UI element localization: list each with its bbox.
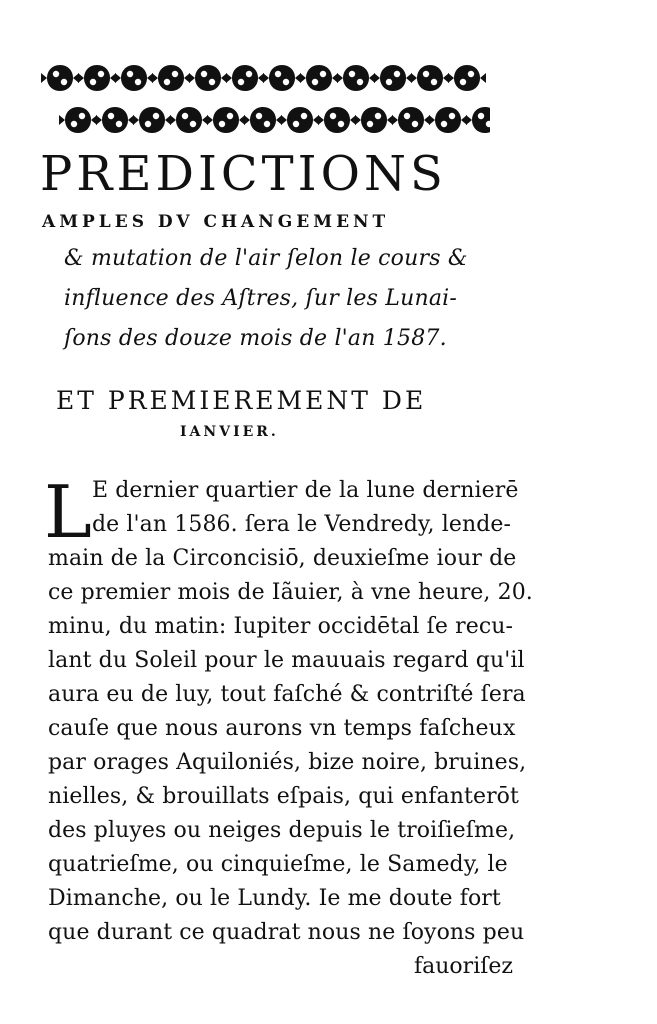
fleuron-icon [41,65,79,91]
fleuron-icon [59,107,97,133]
fleuron-icon [226,65,264,91]
body-line: ce premier mois de Iãuier, à vne heure, 20. [48,580,533,605]
body-line: Dimanche, ou le Lundy. Ie me doute fort [48,886,501,911]
body-line: aura eu de luy, tout faſché & contriſté ſera [48,682,526,707]
fleuron-icon [466,107,490,133]
subtitle-caps: AMPLES DV CHANGEMENT [42,212,390,232]
fleuron-icon [355,107,393,133]
fleuron-icon [78,65,116,91]
ornament-band [40,58,490,144]
page-title: PREDICTIONS [40,146,447,202]
section-subheading: IANVIER. [180,424,279,440]
fleuron-icon [337,65,375,91]
subtitle-line: & mutation de l'air ſelon le cours & [64,246,468,271]
ornament-row-top [41,65,486,91]
body-line: cauſe que nous aurons vn temps faſcheux [48,716,516,741]
body-line: de l'an 1586. ſera le Vendredy, lende- [92,512,512,537]
body-line: main de la Circoncisiō, deuxieſme iour de [48,546,517,571]
section-heading: ET PREMIEREMENT DE [56,386,427,415]
fleuron-icon [429,107,467,133]
fleuron-icon [374,65,412,91]
fleuron-icon [281,107,319,133]
fleuron-icon [392,107,430,133]
fleuron-icon [189,65,227,91]
fleuron-icon [152,65,190,91]
body-line: minu, du matin: Iupiter occidētal ſe recu- [48,614,514,639]
fleuron-icon [133,107,171,133]
body-line: lant du Soleil pour le mauuais regard qu'il [48,648,525,673]
ornament-row-bottom [59,107,490,133]
fleuron-icon [170,107,208,133]
drop-capital: L [44,470,92,554]
fleuron-icon [448,65,486,91]
subtitle-line: ſons des douze mois de l'an 1587. [64,326,447,351]
body-line: quatrieſme, ou cinquieſme, le Samedy, le [48,852,508,877]
body-line: nielles, & brouillats eſpais, qui enfanterōt [48,784,519,809]
fleuron-icon [300,65,338,91]
fleuron-icon [115,65,153,91]
body-line: que durant ce quadrat nous ne ſoyons peu [48,920,525,945]
catchword: fauoriſez [414,954,513,979]
body-line: des pluyes ou neiges depuis le troiſieſme, [48,818,516,843]
fleuron-icon [411,65,449,91]
fleuron-icon [96,107,134,133]
fleuron-icon [207,107,245,133]
subtitle-line: influence des Aſtres, ſur les Lunai- [64,286,458,311]
body-line: par orages Aquiloniés, bize noire, bruines, [48,750,527,775]
fleuron-icon [318,107,356,133]
fleuron-icon [244,107,282,133]
fleuron-icon [263,65,301,91]
body-line: E dernier quartier de la lune dernierē [92,478,519,503]
